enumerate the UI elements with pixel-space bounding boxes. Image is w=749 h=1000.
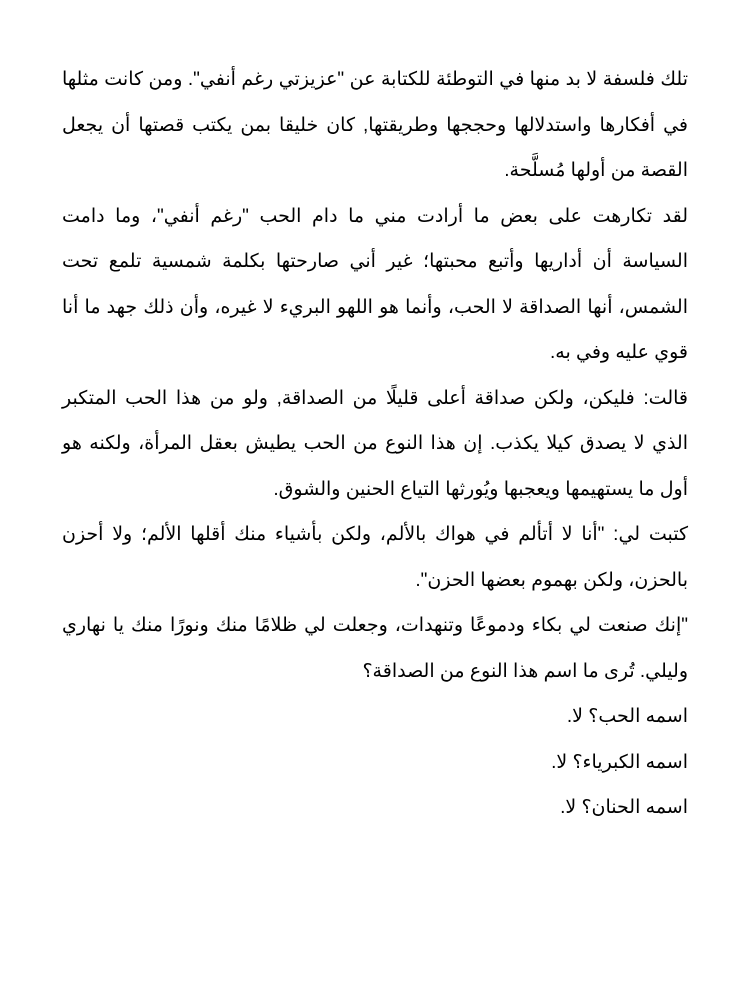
paragraph-2: لقد تكارهت على بعض ما أرادت مني ما دام الحب "رغم أنفي"، وما دامت السياسة أن أداريها وأتبع محبتها؛ غير أني صارحتها بكلمة شمسية تلمع تحت الشمس، أنها الصداقة لا الحب، وأنما هو اللهو البريء لا غيره، وأن ذلك جهد ما أنا قوي عليه وفي به. bbox=[62, 205, 688, 363]
paragraph-6: اسمه الحب؟ لا. bbox=[566, 706, 688, 727]
paragraph-7: اسمه الكبرياء؟ لا. bbox=[551, 751, 688, 773]
document-body bbox=[62, 57, 688, 831]
paragraph-8: اسمه الحنان؟ لا. bbox=[560, 797, 688, 818]
paragraph-5: "إنك صنعت لي بكاء ودموعًا وتنهدات، وجعلت لي ظلامًا منك ونورًا منك يا نهاري وليلي. تُرى ما اسم هذا النوع من الصداقة؟ bbox=[62, 615, 688, 682]
paragraph-1: تلك فلسفة لا بد منها في التوطئة للكتابة عن "عزيزتي رغم أنفي". ومن كانت مثلها في أفكارها واستدلالها وحججها وطريقتها, كان خليقا بمن يكتب قصتها أن يجعل القصة من أولها مُسلَّحة. bbox=[62, 69, 688, 181]
paragraph-3: قالت: فليكن، ولكن صداقة أعلى قليلًا من الصداقة, ولو من هذا الحب المتكبر الذي لا يصدق كيلا يكذب. إن هذا النوع من الحب يطيش بعقل المرأة، ولكنه هو أول ما يستهيمها ويعجبها ويُورثها التياع الحنين والشوق. bbox=[62, 387, 688, 500]
paragraph-4: كتبت لي: "أنا لا أتألم في هواك بالألم، ولكن بأشياء منك أقلها الألم؛ ولا أحزن بالحزن، ولكن بهموم بعضها الحزن". bbox=[62, 524, 688, 591]
